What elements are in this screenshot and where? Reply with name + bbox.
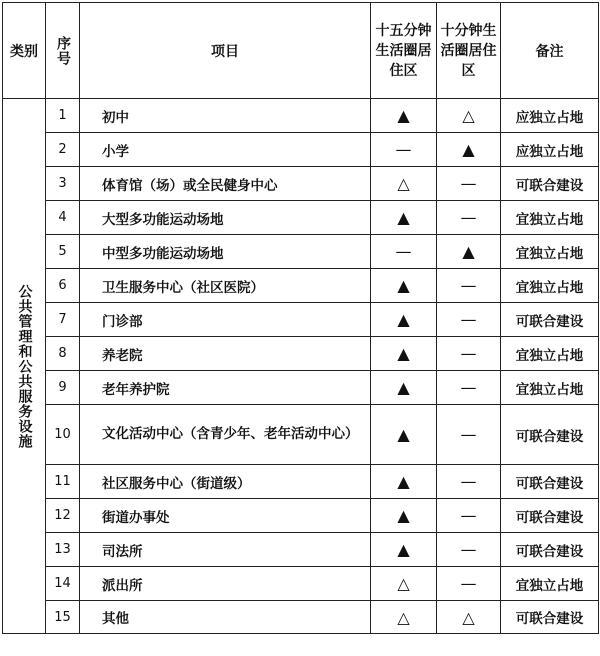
row-item: 大型多功能运动场地 (80, 201, 371, 235)
row-item: 老年养护院 (80, 371, 371, 405)
category-label: 公共管理和公共服务设施 (16, 283, 33, 449)
row-ten-min-mark: — (437, 465, 501, 499)
table-row (3, 167, 599, 201)
row-ten-min-mark: △ (437, 99, 501, 133)
row-number: 2 (46, 133, 80, 167)
row-ten-min-mark: — (437, 567, 501, 601)
row-note: 宜独立占地 (501, 567, 599, 601)
row-note: 可联合建设 (501, 465, 599, 499)
table-row (3, 533, 599, 567)
row-fifteen-min-mark: ▲ (371, 499, 437, 533)
table-row (3, 201, 599, 235)
header-row (3, 3, 599, 99)
row-item: 门诊部 (80, 303, 371, 337)
row-note: 可联合建设 (501, 405, 599, 465)
row-number: 7 (46, 303, 80, 337)
row-note: 宜独立占地 (501, 269, 599, 303)
row-item: 社区服务中心（街道级） (80, 465, 371, 499)
header-item: 项目 (80, 3, 371, 99)
row-ten-min-mark: — (437, 499, 501, 533)
table-row (3, 371, 599, 405)
row-item: 小学 (80, 133, 371, 167)
row-item: 街道办事处 (80, 499, 371, 533)
row-number: 14 (46, 567, 80, 601)
row-number: 9 (46, 371, 80, 405)
row-ten-min-mark: — (437, 167, 501, 201)
row-fifteen-min-mark: ▲ (371, 99, 437, 133)
row-ten-min-mark: ▲ (437, 235, 501, 269)
row-number: 13 (46, 533, 80, 567)
row-item: 派出所 (80, 567, 371, 601)
row-note: 可联合建设 (501, 533, 599, 567)
row-fifteen-min-mark: ▲ (371, 303, 437, 337)
row-number: 1 (46, 99, 80, 133)
row-fifteen-min-mark: △ (371, 167, 437, 201)
row-ten-min-mark: ▲ (437, 133, 501, 167)
table-row (3, 337, 599, 371)
row-ten-min-mark: — (437, 405, 501, 465)
row-fifteen-min-mark: △ (371, 601, 437, 634)
row-ten-min-mark: — (437, 269, 501, 303)
table-row (3, 303, 599, 337)
row-ten-min-mark: — (437, 337, 501, 371)
table-row (3, 269, 599, 303)
header-ten-min: 十分钟生活圈居住区 (437, 3, 501, 99)
row-fifteen-min-mark: ▲ (371, 371, 437, 405)
row-number: 11 (46, 465, 80, 499)
header-fifteen-min: 十五分钟生活圈居住区 (371, 3, 437, 99)
row-fifteen-min-mark: ▲ (371, 201, 437, 235)
row-fifteen-min-mark: ▲ (371, 533, 437, 567)
row-fifteen-min-mark: — (371, 235, 437, 269)
row-number: 3 (46, 167, 80, 201)
header-note: 备注 (501, 3, 599, 99)
table-row (3, 601, 599, 634)
row-note: 应独立占地 (501, 99, 599, 133)
category-cell (3, 99, 46, 634)
table-row (3, 99, 599, 133)
table-row (3, 133, 599, 167)
row-item: 文化活动中心（含青少年、老年活动中心） (80, 405, 371, 465)
row-ten-min-mark: — (437, 201, 501, 235)
row-fifteen-min-mark: ▲ (371, 405, 437, 465)
row-fifteen-min-mark: △ (371, 567, 437, 601)
row-item: 其他 (80, 601, 371, 634)
row-note: 可联合建设 (501, 601, 599, 634)
row-item: 中型多功能运动场地 (80, 235, 371, 269)
row-number: 8 (46, 337, 80, 371)
row-note: 宜独立占地 (501, 235, 599, 269)
header-index: 序号 (46, 3, 80, 99)
row-fifteen-min-mark: — (371, 133, 437, 167)
row-number: 15 (46, 601, 80, 634)
row-number: 4 (46, 201, 80, 235)
table-row (3, 465, 599, 499)
row-fifteen-min-mark: ▲ (371, 337, 437, 371)
row-item: 卫生服务中心（社区医院） (80, 269, 371, 303)
row-number: 6 (46, 269, 80, 303)
row-item: 初中 (80, 99, 371, 133)
row-item: 体育馆（场）或全民健身中心 (80, 167, 371, 201)
table-row (3, 405, 599, 465)
row-ten-min-mark: — (437, 371, 501, 405)
row-note: 宜独立占地 (501, 371, 599, 405)
row-note: 宜独立占地 (501, 201, 599, 235)
row-ten-min-mark: — (437, 533, 501, 567)
row-fifteen-min-mark: ▲ (371, 269, 437, 303)
table-row (3, 235, 599, 269)
table-row (3, 567, 599, 601)
row-number: 12 (46, 499, 80, 533)
table-row (3, 499, 599, 533)
header-category: 类别 (3, 3, 46, 99)
facility-table (2, 2, 599, 634)
row-ten-min-mark: △ (437, 601, 501, 634)
row-note: 宜独立占地 (501, 337, 599, 371)
row-note: 可联合建设 (501, 167, 599, 201)
row-item: 养老院 (80, 337, 371, 371)
row-note: 应独立占地 (501, 133, 599, 167)
row-note: 可联合建设 (501, 499, 599, 533)
row-number: 5 (46, 235, 80, 269)
row-note: 可联合建设 (501, 303, 599, 337)
row-ten-min-mark: — (437, 303, 501, 337)
row-fifteen-min-mark: ▲ (371, 465, 437, 499)
row-number: 10 (46, 405, 80, 465)
table-body (3, 99, 599, 634)
row-item: 司法所 (80, 533, 371, 567)
